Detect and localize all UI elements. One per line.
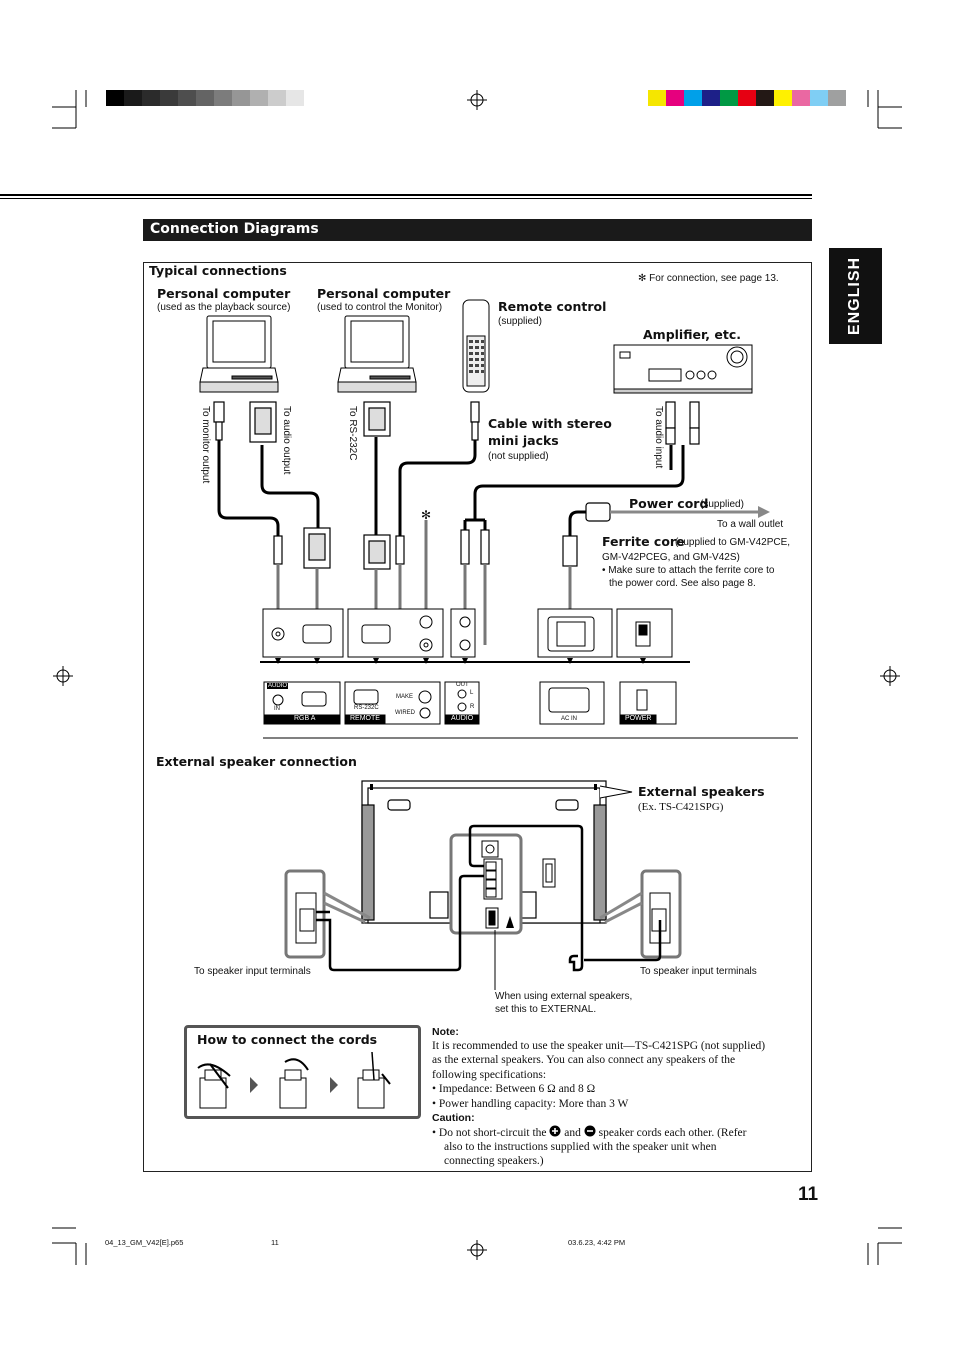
minus-icon bbox=[584, 1125, 596, 1137]
caution-line2: also to the instructions supplied with the speaker unit when bbox=[444, 1141, 717, 1153]
external-speaker-heading: External speaker connection bbox=[156, 754, 357, 769]
caution-pre: • Do not short-circuit the bbox=[432, 1127, 547, 1139]
footnote: ✻ For connection, see page 13. bbox=[638, 273, 779, 284]
ferrite-subtitle-2: GM-V42PCEG, and GM-V42S) bbox=[602, 552, 740, 563]
panel-audio-tag: AUDIO bbox=[268, 683, 288, 689]
to-audio-input-label: To audio input bbox=[653, 406, 664, 469]
page-number: 11 bbox=[798, 1184, 819, 1205]
pc1-subtitle: (used as the playback source) bbox=[157, 302, 291, 313]
note-line3: following specifications: bbox=[432, 1069, 547, 1081]
plus-icon bbox=[549, 1125, 561, 1137]
pc2-subtitle: (used to control the Monitor) bbox=[317, 302, 443, 313]
note-line1: It is recommended to use the speaker unit—TS-C421SPG (not supplied) bbox=[432, 1040, 766, 1052]
caution-label: Caution: bbox=[432, 1112, 475, 1124]
pc2-title: Personal computer bbox=[317, 286, 451, 301]
note-bullet2: • Power handling capacity: More than 3 W bbox=[432, 1098, 629, 1110]
amplifier-title: Amplifier, etc. bbox=[643, 327, 741, 342]
left-terminals-label: To speaker input terminals bbox=[194, 966, 311, 977]
panel-make-label: MAKE bbox=[396, 694, 414, 700]
cable-subtitle: (not supplied) bbox=[488, 451, 549, 462]
ferrite-note-2: the power cord. See also page 8. bbox=[609, 578, 756, 589]
external-speakers-title: External speakers bbox=[638, 784, 765, 799]
panel-in-label: IN bbox=[274, 706, 280, 712]
panel-l-label: L bbox=[470, 690, 474, 696]
panel-rs232c-label: RS-232C bbox=[354, 705, 379, 711]
switch-note-line1: When using external speakers, bbox=[495, 991, 633, 1002]
note-bullet1: • Impedance: Between 6 Ω and 8 Ω bbox=[432, 1083, 596, 1095]
power-cord-subtitle: (supplied) bbox=[700, 499, 744, 510]
section-title: Connection Diagrams bbox=[150, 221, 319, 237]
panel-ac-in-label: AC IN bbox=[561, 716, 578, 722]
cable-title-line2: mini jacks bbox=[488, 433, 559, 448]
remote-title: Remote control bbox=[498, 299, 607, 314]
panel-remote-label: REMOTE bbox=[350, 715, 380, 722]
pc1-title: Personal computer bbox=[157, 286, 291, 301]
footer-page: 11 bbox=[271, 1238, 279, 1247]
panel-r-label: R bbox=[470, 704, 475, 710]
ferrite-note-1: • Make sure to attach the ferrite core to bbox=[602, 565, 775, 576]
caution-line3: connecting speakers.) bbox=[444, 1155, 544, 1167]
typical-connections-heading: Typical connections bbox=[149, 263, 287, 278]
panel-audio-label: AUDIO bbox=[451, 715, 474, 722]
footer-date: 03.6.23, 4:42 PM bbox=[568, 1238, 626, 1247]
asterisk-mark: ✻ bbox=[421, 508, 432, 522]
cords-illustration bbox=[190, 1050, 415, 1112]
panel-out-label: OUT bbox=[456, 682, 469, 688]
caution-and: and bbox=[564, 1127, 581, 1139]
caution-post: speaker cords each other. (Refer bbox=[598, 1127, 747, 1139]
ferrite-subtitle: (supplied to GM-V42PCE, bbox=[675, 537, 791, 548]
caution-line1 bbox=[432, 1125, 746, 1140]
right-terminals-label: To speaker input terminals bbox=[640, 966, 757, 977]
footer-file: 04_13_GM_V42[E].p65 bbox=[105, 1238, 184, 1247]
to-audio-output-label: To audio output bbox=[281, 406, 292, 475]
switch-note-line2: set this to EXTERNAL. bbox=[495, 1004, 597, 1015]
panel-power-label: POWER bbox=[625, 715, 652, 722]
panel-rgb-a-label: RGB A bbox=[294, 715, 316, 722]
ferrite-title: Ferrite core bbox=[602, 534, 685, 549]
external-speakers-subtitle: (Ex. TS-C421SPG) bbox=[638, 801, 724, 813]
cords-title: How to connect the cords bbox=[197, 1032, 378, 1047]
panel-wired-label: WIRED bbox=[395, 710, 415, 716]
language-tab-label: ENGLISH bbox=[846, 256, 863, 336]
power-cord-title: Power cord bbox=[629, 496, 709, 511]
wall-outlet-label: To a wall outlet bbox=[717, 519, 784, 530]
note-line2: as the external speakers. You can also connect any speakers of the bbox=[432, 1054, 736, 1066]
to-rs232c-label: To RS-232C bbox=[347, 406, 358, 461]
remote-subtitle: (supplied) bbox=[498, 316, 542, 327]
to-monitor-output-label: To monitor output bbox=[200, 406, 211, 484]
note-label: Note: bbox=[432, 1026, 459, 1038]
cable-title-line1: Cable with stereo bbox=[488, 416, 612, 431]
